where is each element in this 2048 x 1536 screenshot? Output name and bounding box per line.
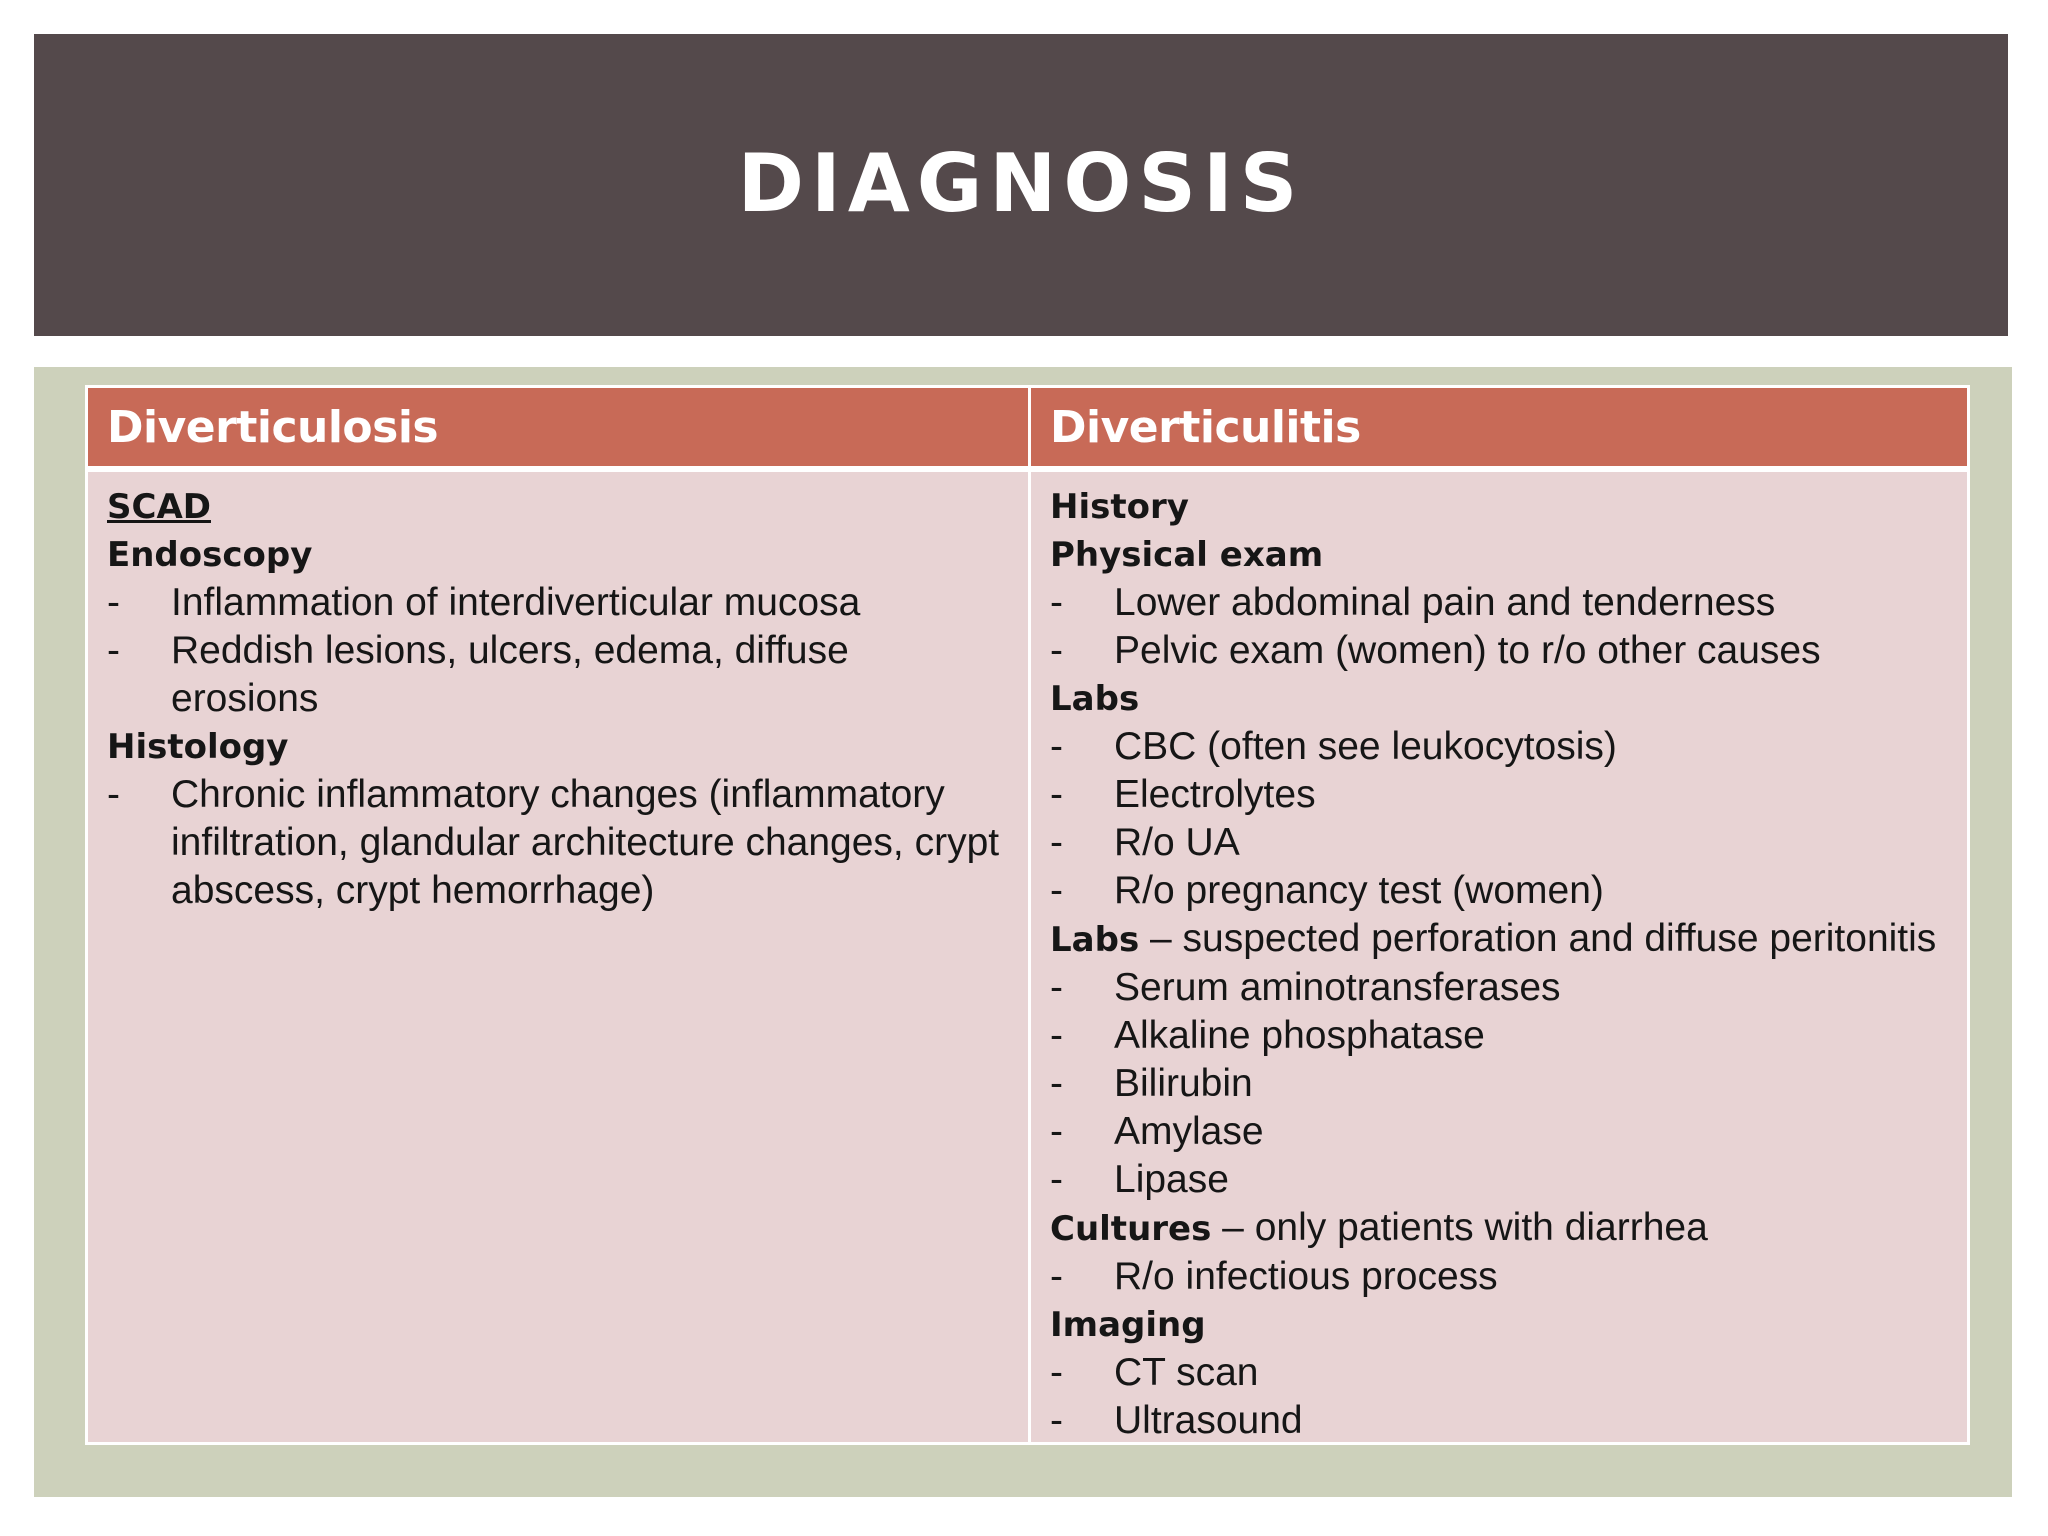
list-item: - R/o pregnancy test (women): [1050, 869, 1604, 912]
section-heading: Cultures – only patients with diarrhea: [1050, 1206, 1708, 1249]
list-item: - Bilirubin: [1050, 1062, 1253, 1105]
content-panel: [34, 367, 2012, 1497]
section-heading: Imaging: [1050, 1305, 1206, 1345]
list-item: - Amylase: [1050, 1110, 1264, 1153]
list-item: - R/o infectious process: [1050, 1255, 1498, 1298]
diverticulitis-cell: [1050, 483, 1955, 1445]
diverticulosis-cell: [107, 483, 1007, 915]
list-item: - Reddish lesions, ulcers, edema, diffuse erosions: [107, 629, 849, 720]
list-item: - R/o UA: [1050, 821, 1240, 864]
list-item: - Lipase: [1050, 1158, 1229, 1201]
list-item: - CBC (often see leukocytosis): [1050, 725, 1617, 768]
section-heading: Endoscopy: [107, 535, 313, 575]
column-divider: [1028, 388, 1031, 1442]
section-heading: Physical exam: [1050, 535, 1324, 575]
header-diverticulitis: Diverticulitis: [1050, 401, 1361, 453]
list-item: - Ultrasound: [1050, 1399, 1303, 1442]
list-item: - Lower abdominal pain and tenderness: [1050, 581, 1776, 624]
section-heading: SCAD: [107, 487, 211, 527]
section-heading: Histology: [107, 727, 289, 767]
list-item: - CT scan: [1050, 1351, 1259, 1394]
slide-title: DIAGNOSIS: [737, 136, 1305, 230]
section-heading: History: [1050, 487, 1189, 527]
comparison-table: [85, 385, 1970, 1445]
title-bar: [34, 34, 2008, 336]
list-item: - Electrolytes: [1050, 773, 1316, 816]
section-heading: Labs – suspected perforation and diffuse peritonitis: [1050, 917, 1937, 960]
list-item: - Pelvic exam (women) to r/o other causes: [1050, 629, 1821, 672]
section-heading: Labs: [1050, 679, 1140, 719]
list-item: - Serum aminotransferases: [1050, 966, 1561, 1009]
header-diverticulosis: Diverticulosis: [107, 401, 439, 453]
list-item: - Alkaline phosphatase: [1050, 1014, 1485, 1057]
list-item: - Chronic inflammatory changes (inflammatory infiltration, glandular architecture changes, crypt abscess, crypt hemorrhage): [107, 773, 1000, 912]
list-item: - Inflammation of interdiverticular mucosa: [107, 581, 861, 624]
